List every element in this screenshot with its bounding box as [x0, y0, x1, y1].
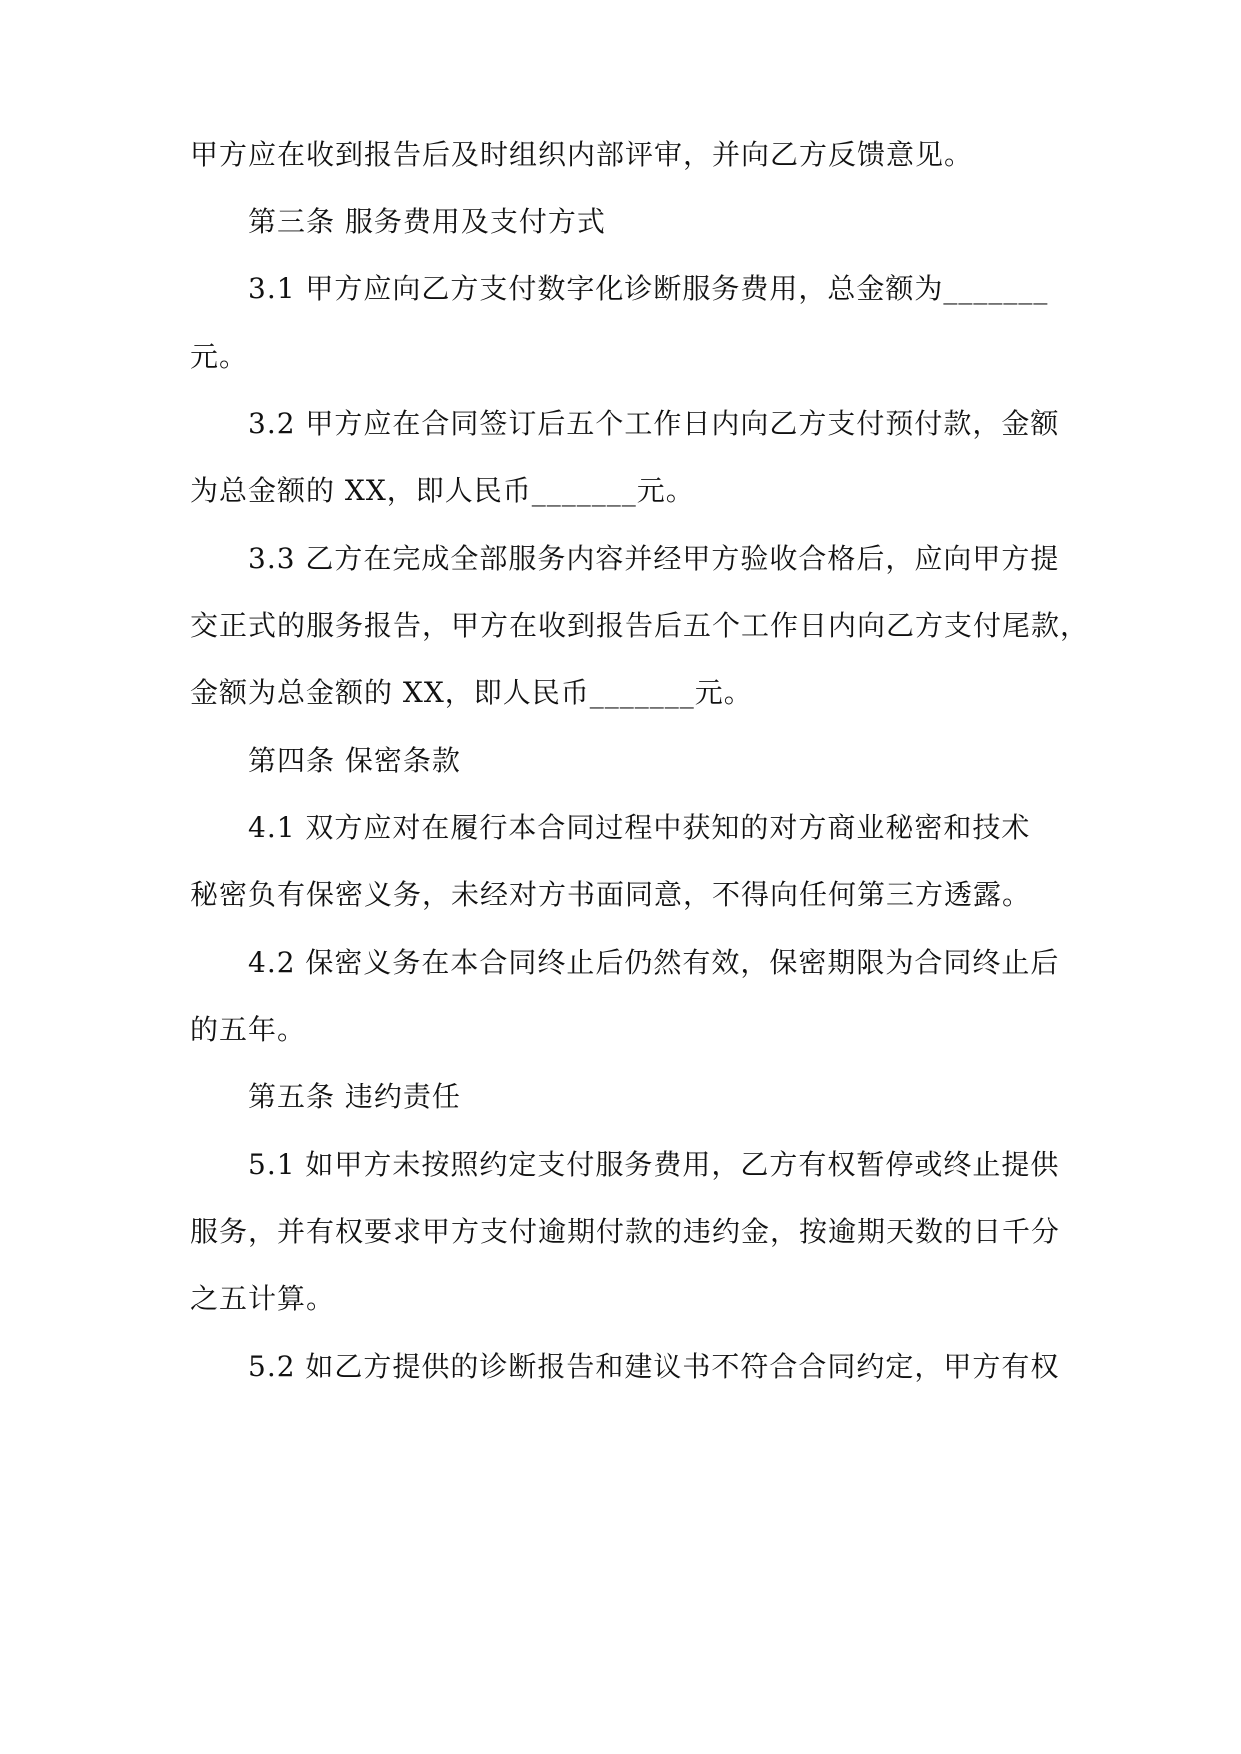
clause-4-1-line-2: 秘密负有保密义务，未经对方书面同意，不得向任何第三方透露。 [190, 878, 1032, 911]
section-heading-3: 第三条 服务费用及支付方式 [248, 205, 606, 238]
clause-5-1-line-2: 服务，并有权要求甲方支付逾期付款的违约金，按逾期天数的日千分 [190, 1215, 1061, 1248]
paragraph-line: 甲方应在收到报告后及时组织内部评审，并向乙方反馈意见。 [190, 138, 974, 171]
clause-5-1-line-1: 5.1 如甲方未按照约定支付服务费用，乙方有权暂停或终止提供 [248, 1148, 1060, 1181]
clause-3-1-line-1: 3.1 甲方应向乙方支付数字化诊断服务费用，总金额为_______ [248, 272, 1049, 305]
clause-4-2-line-1: 4.2 保密义务在本合同终止后仍然有效，保密期限为合同终止后 [248, 946, 1060, 979]
clause-5-1-line-3: 之五计算。 [190, 1282, 336, 1315]
clause-4-2-line-2: 的五年。 [190, 1013, 307, 1046]
clause-3-3-line-2: 交正式的服务报告，甲方在收到报告后五个工作日内向乙方支付尾款， [190, 609, 1090, 642]
clause-3-2-line-2: 为总金额的 XX，即人民币_______元。 [190, 474, 695, 507]
clause-3-1-line-2: 元。 [190, 340, 249, 373]
clause-3-2-line-1: 3.2 甲方应在合同签订后五个工作日内向乙方支付预付款，金额 [248, 407, 1060, 440]
clause-5-2-line-1: 5.2 如乙方提供的诊断报告和建议书不符合合同约定，甲方有权 [248, 1350, 1060, 1383]
clause-3-3-line-1: 3.3 乙方在完成全部服务内容并经甲方验收合格后，应向甲方提 [248, 542, 1060, 575]
section-heading-4: 第四条 保密条款 [248, 744, 461, 777]
clause-4-1-line-1: 4.1 双方应对在履行本合同过程中获知的对方商业秘密和技术 [248, 811, 1031, 844]
clause-3-3-line-3: 金额为总金额的 XX，即人民币_______元。 [190, 676, 753, 709]
section-heading-5: 第五条 违约责任 [248, 1080, 461, 1113]
